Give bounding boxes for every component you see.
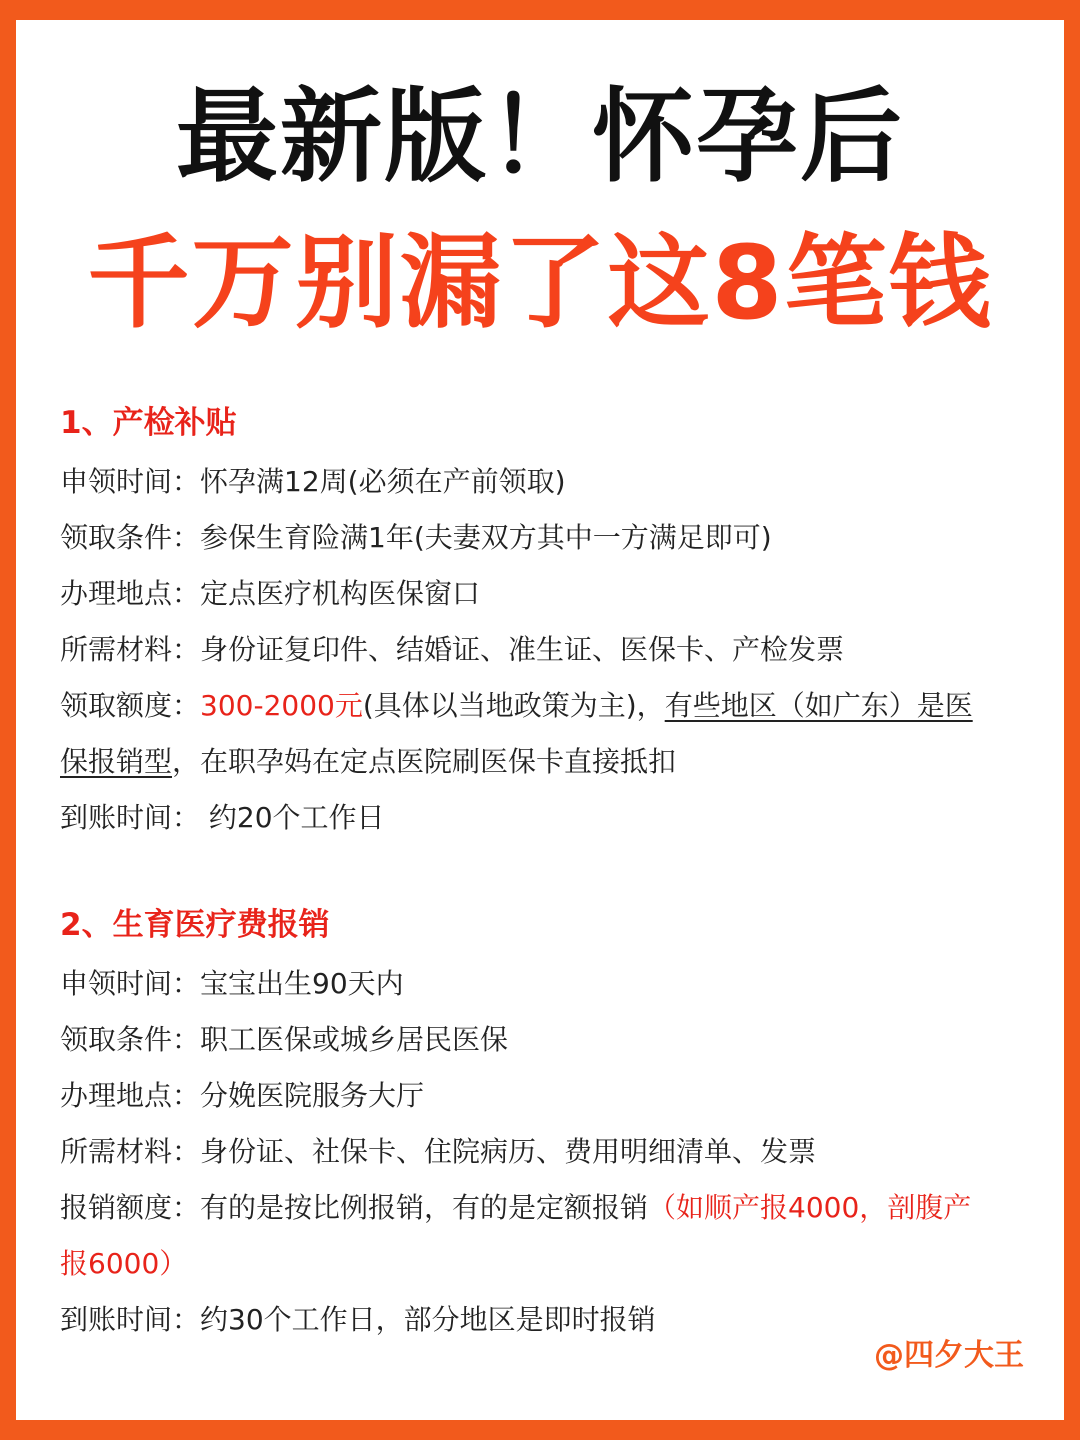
place-row: [60, 1068, 1030, 1124]
amount-row: [60, 678, 1030, 734]
row-label: 领取额度：: [60, 689, 201, 722]
row-label: 申领时间：: [60, 465, 201, 498]
row-value: 参保生育险满1年(夫妻双方其中一方满足即可): [200, 521, 772, 554]
apply-time-row: [60, 956, 1030, 1012]
row-label: 报销额度：: [60, 1191, 201, 1224]
section-maternity-medical-reimbursement: [60, 900, 1030, 1348]
materials-row: [60, 1124, 1030, 1180]
materials-row: [60, 622, 1030, 678]
condition-row: [60, 510, 1030, 566]
amount-tail: ，在职孕妈在定点医院刷医保卡直接抵扣: [172, 745, 677, 778]
row-value: 身份证、社保卡、住院病历、费用明细清单、发票: [200, 1135, 817, 1168]
row-value: 宝宝出生90天内: [200, 967, 404, 1000]
amount-row-continued: [60, 1236, 1030, 1292]
amount-text: 有的是按比例报销，有的是定额报销: [200, 1191, 649, 1224]
row-label: 办理地点：: [60, 577, 201, 610]
row-label: 申领时间：: [60, 967, 201, 1000]
content-card: [16, 20, 1064, 1420]
headline-line-2: 千万别漏了这8笔钱: [87, 224, 993, 343]
row-label: 到账时间：: [60, 801, 201, 834]
amount-row: [60, 1180, 1030, 1236]
section-prenatal-subsidy: [60, 398, 1030, 846]
amount-text: (具体以当地政策为主)，: [362, 689, 665, 722]
row-label: 办理地点：: [60, 1079, 201, 1112]
amount-row-continued: [60, 734, 1030, 790]
amount-highlight: 300-2000元: [200, 689, 363, 722]
condition-row: [60, 1012, 1030, 1068]
apply-time-row: [60, 454, 1030, 510]
headline-line-1: 最新版！怀孕后: [176, 78, 904, 197]
section-title: 1、产检补贴: [60, 405, 237, 441]
row-value: 约30个工作日，部分地区是即时报销: [200, 1303, 656, 1336]
row-label: 所需材料：: [60, 633, 201, 666]
place-row: [60, 566, 1030, 622]
amount-underline-1: 有些地区（如广东）是医: [664, 689, 973, 722]
row-label: 所需材料：: [60, 1135, 201, 1168]
amount-highlight-2: 报6000）: [60, 1247, 188, 1280]
row-value: 身份证复印件、结婚证、准生证、医保卡、产检发票: [200, 633, 845, 666]
amount-highlight-1: （如顺产报4000，剖腹产: [648, 1191, 972, 1224]
arrival-row: [60, 790, 1030, 846]
section-title: 2、生育医疗费报销: [60, 907, 330, 943]
row-value: 怀孕满12周(必须在产前领取): [200, 465, 566, 498]
row-value: 约20个工作日: [200, 801, 385, 834]
row-label: 领取条件：: [60, 521, 201, 554]
row-label: 到账时间：: [60, 1303, 201, 1336]
row-label: 领取条件：: [60, 1023, 201, 1056]
author-handle: @四夕大王: [874, 1338, 1024, 1373]
row-value: 职工医保或城乡居民医保: [200, 1023, 509, 1056]
row-value: 分娩医院服务大厅: [200, 1079, 425, 1112]
amount-underline-2: 保报销型: [60, 745, 173, 778]
row-value: 定点医疗机构医保窗口: [200, 577, 481, 610]
